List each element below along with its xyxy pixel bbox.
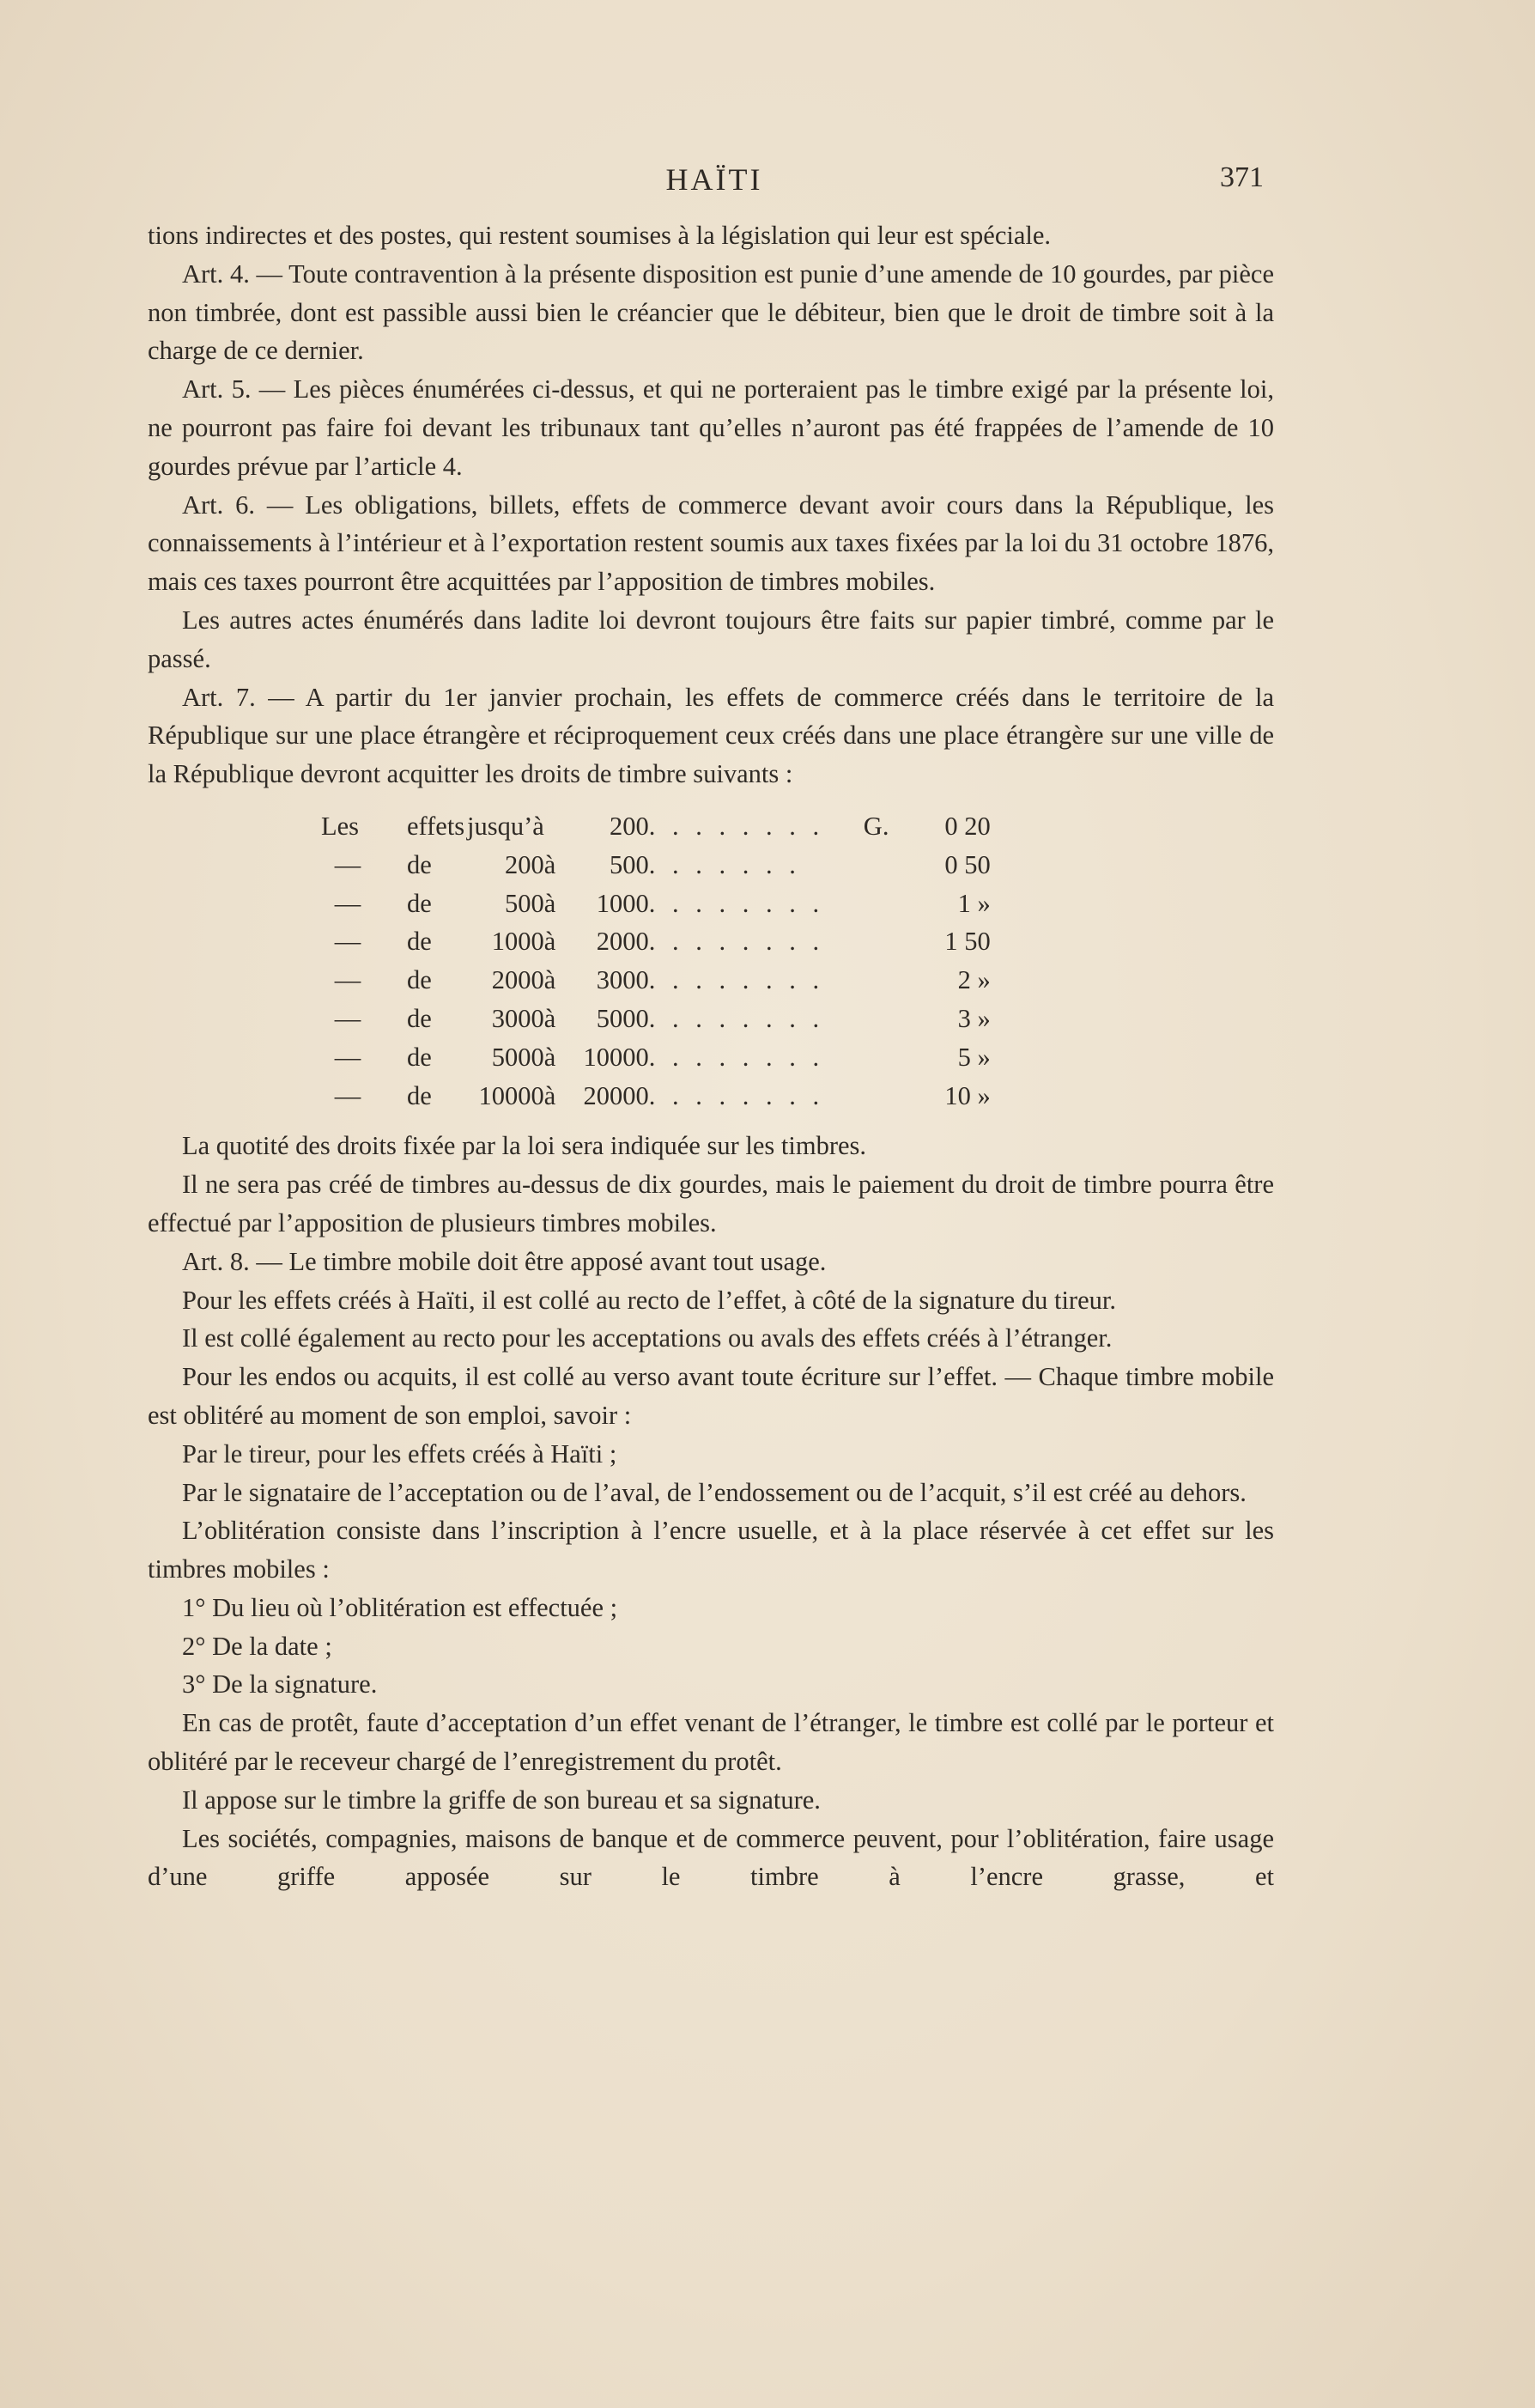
page-number: 371 <box>1220 161 1264 193</box>
amount-to: 500 <box>610 849 649 879</box>
page-body <box>148 216 1274 1896</box>
paragraph: L’oblitération consiste dans l’inscription à l’encre usuelle, et à la place réservée à cet effet sur les timbres mobiles : <box>148 1516 1274 1584</box>
row-word: de <box>407 965 432 995</box>
paragraph: Il est collé également au recto pour les acceptations ou avals des effets créés à l’étranger. <box>182 1323 1113 1353</box>
row-lead: — <box>334 1042 361 1072</box>
amount-to: 10000 <box>583 1042 649 1072</box>
paragraph: Art. 7. — A partir du 1er janvier prochain, les effets de commerce créés dans le territoire de la République sur une place étrangère et réciproquement ceux créés dans une place étrangère sur une ville de la République devront acquitter les droits de timbre suivants : <box>148 682 1274 789</box>
row-lead: — <box>334 965 361 995</box>
range-separator: à <box>543 965 556 995</box>
dot-leader: . . . . . . . . <box>648 811 825 841</box>
duty-amount: 2 » <box>957 965 991 995</box>
amount-to: 2000 <box>596 927 649 957</box>
dot-leader: . . . . . . . . <box>648 1080 825 1110</box>
range-separator: à <box>543 1080 556 1110</box>
table-row <box>321 1038 991 1077</box>
table-row <box>321 807 991 846</box>
table-row <box>321 1077 991 1116</box>
text-before-table <box>148 216 1274 794</box>
dot-leader: . . . . . . . . <box>648 965 825 995</box>
paragraph: La quotité des droits fixée par la loi sera indiquée sur les timbres. <box>182 1131 867 1161</box>
paragraph: tions indirectes et des postes, qui restent soumises à la législation qui leur est spéciale. <box>148 221 1052 250</box>
paragraph: Les sociétés, compagnies, maisons de banque et de commerce peuvent, pour l’oblitération, faire usage d’une griffe apposée sur le timbre à l’encre grasse, et <box>148 1823 1274 1892</box>
table-row <box>321 922 991 961</box>
dot-leader: . . . . . . . . <box>648 1003 825 1033</box>
paragraph: Il appose sur le timbre la griffe de son bureau et sa signature. <box>182 1785 821 1815</box>
row-lead: — <box>334 927 361 957</box>
range-separator: à <box>543 927 556 957</box>
amount-from: 200 <box>505 849 544 879</box>
text-after-table <box>148 1127 1274 1896</box>
dot-leader: . . . . . . . . <box>648 1042 825 1072</box>
dot-leader: . . . . . . . . <box>648 888 825 918</box>
paragraph: Art. 8. — Le timbre mobile doit être apposé avant tout usage. <box>182 1246 827 1276</box>
row-lead: — <box>334 1003 361 1033</box>
amount-from: 10000 <box>478 1080 544 1110</box>
dot-leader: . . . . . . . . <box>648 927 825 957</box>
amount-from: 5000 <box>491 1042 544 1072</box>
duty-amount: 0 50 <box>944 849 991 879</box>
paragraph: Les autres actes énumérés dans ladite loi devront toujours être faits sur papier timbré, comme par le passé. <box>148 605 1274 673</box>
paragraph: Art. 5. — Les pièces énumérées ci-dessus, et qui ne porteraient pas le timbre exigé par la présente loi, ne pourront pas faire foi devant les tribunaux tant qu’elles n’auront pas été frappées de l’amende de 10 gourdes prévue par l’article 4. <box>148 374 1274 481</box>
amount-to: 5000 <box>596 1003 649 1033</box>
currency-label <box>864 1077 912 1116</box>
row-word: effets <box>407 811 465 841</box>
running-title: HAÏTI <box>665 162 763 197</box>
paragraph: 2° De la date ; <box>182 1631 332 1661</box>
paragraph: En cas de protêt, faute d’acceptation d’un effet venant de l’étranger, le timbre est collé par le porteur et oblitéré par le receveur chargé de l’enregistrement du protêt. <box>148 1708 1274 1777</box>
row-word: de <box>407 1003 432 1033</box>
range-separator: à <box>543 1042 556 1072</box>
range-separator: à <box>543 1003 556 1033</box>
amount-from: 3000 <box>491 1003 544 1033</box>
paragraph: 1° Du lieu où l’oblitération est effectuée ; <box>182 1592 618 1622</box>
row-word: de <box>407 927 432 957</box>
stamp-duty-table <box>321 807 991 1115</box>
table-row <box>321 885 991 923</box>
running-header <box>165 161 1264 204</box>
amount-from: 2000 <box>491 965 544 995</box>
row-lead: — <box>334 849 361 879</box>
paragraph: Il ne sera pas créé de timbres au-dessus de dix gourdes, mais le paiement du droit de timbre pourra être effectué par l’apposition de plusieurs timbres mobiles. <box>148 1170 1274 1237</box>
duty-amount: 5 » <box>957 1042 991 1072</box>
row-word: de <box>407 888 432 918</box>
table-row <box>321 961 991 1000</box>
duty-amount: 3 » <box>957 1003 991 1033</box>
amount-from: jusqu’à <box>467 811 544 841</box>
range-separator: à <box>543 888 556 918</box>
row-word: de <box>407 1042 432 1072</box>
duty-amount: 1 50 <box>944 927 991 957</box>
paragraph: 3° De la signature. <box>182 1669 378 1700</box>
row-word: de <box>407 1080 432 1110</box>
row-lead: Les <box>321 811 360 841</box>
amount-to: 200 <box>610 811 649 841</box>
currency-label <box>864 922 912 961</box>
row-word: de <box>407 849 432 879</box>
table-row <box>321 1000 991 1038</box>
table-row <box>321 846 991 885</box>
row-lead: — <box>334 1080 361 1110</box>
amount-to: 3000 <box>596 965 649 995</box>
paragraph: Par le tireur, pour les effets créés à Haïti ; <box>182 1438 617 1469</box>
currency-label <box>864 885 912 923</box>
amount-from: 500 <box>505 888 544 918</box>
dot-leader: . . . . . . . <box>648 849 801 879</box>
duty-amount: 1 » <box>957 888 991 918</box>
paragraph: Pour les endos ou acquits, il est collé au verso avant toute écriture sur l’effet. — Chaque timbre mobile est oblitéré au moment de son emploi, savoir : <box>148 1362 1274 1430</box>
currency-label <box>864 1000 912 1038</box>
duty-amount: 10 » <box>944 1080 991 1110</box>
paragraph: Art. 4. — Toute contravention à la présente disposition est punie d’une amende de 10 gourdes, par pièce non timbrée, dont est passible aussi bien le créancier que le débiteur, bien que le droit de timbre soit à la charge de ce dernier. <box>148 258 1274 366</box>
amount-to: 1000 <box>596 888 649 918</box>
duty-amount: 0 20 <box>944 811 991 841</box>
currency-label <box>864 846 912 885</box>
paragraph: Art. 6. — Les obligations, billets, effets de commerce devant avoir cours dans la République, les connaissements à l’intérieur et à l’exportation restent soumis aux taxes fixées par la loi du 31 octobre 1876, mais ces taxes pourront être acquittées par l’apposition de timbres mobiles. <box>148 490 1274 597</box>
currency-label <box>864 961 912 1000</box>
currency-label <box>864 1038 912 1077</box>
paragraph: Pour les effets créés à Haïti, il est collé au recto de l’effet, à côté de la signature du tireur. <box>182 1285 1116 1315</box>
paragraph: Par le signataire de l’acceptation ou de l’aval, de l’endossement ou de l’acquit, s’il est créé au dehors. <box>182 1477 1247 1507</box>
amount-to: 20000 <box>583 1080 649 1110</box>
amount-from: 1000 <box>491 927 544 957</box>
currency-label: G. <box>863 811 889 841</box>
range-separator <box>544 807 563 846</box>
range-separator: à <box>543 849 556 879</box>
row-lead: — <box>334 888 361 918</box>
